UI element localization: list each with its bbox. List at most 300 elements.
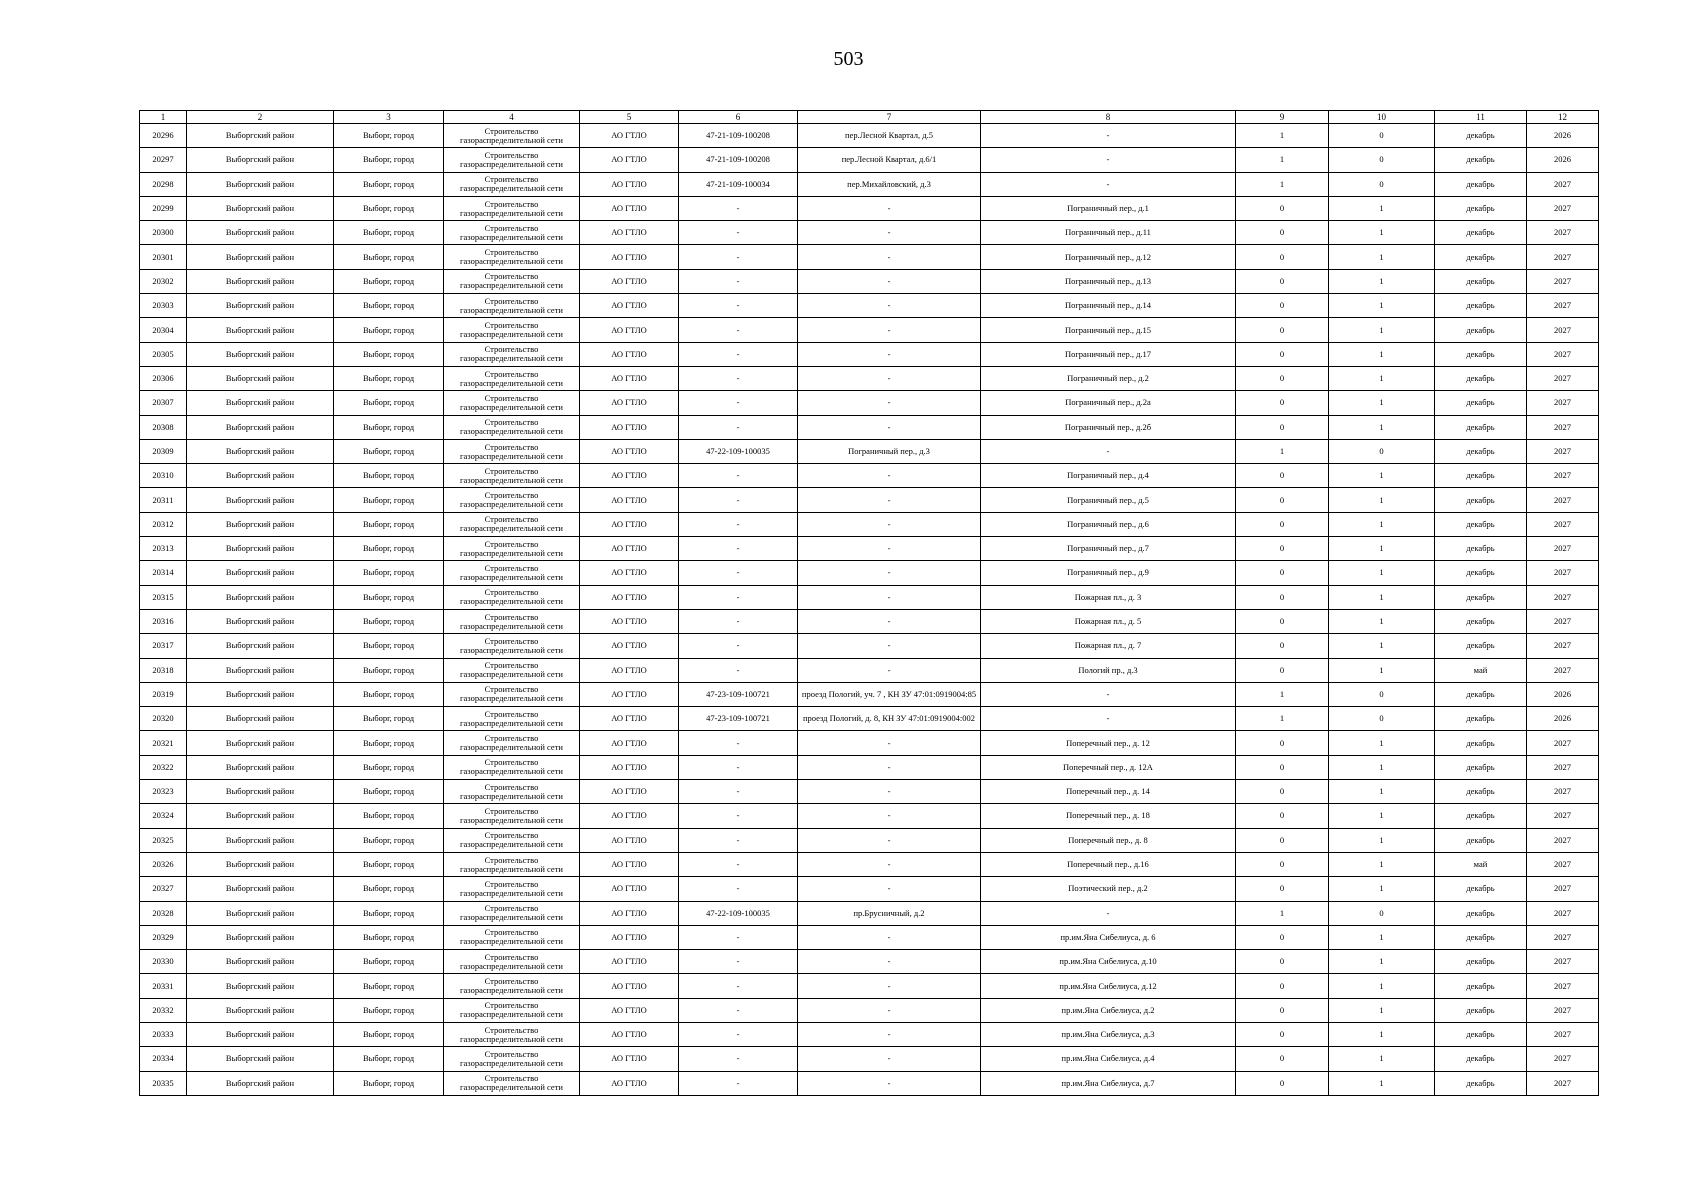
cell-count-b: 1 [1329,196,1435,220]
cell-month: декабрь [1435,585,1527,609]
cell-district: Выборгский район [187,221,334,245]
cell-count-a: 1 [1236,172,1329,196]
cell-address-existing: - [798,464,981,488]
cell-month: декабрь [1435,609,1527,633]
registry-table [139,110,1599,1096]
cell-program-code: 47-23-109-100721 [679,707,798,731]
cell-district: Выборгский район [187,488,334,512]
cell-settlement: Выборг, город [334,561,444,585]
cell-settlement: Выборг, город [334,998,444,1022]
cell-settlement: Выборг, город [334,464,444,488]
cell-work-type: Строительство газораспределительной сети [444,245,580,269]
cell-address-existing: - [798,1047,981,1071]
cell-month: декабрь [1435,391,1527,415]
cell-count-b: 1 [1329,1047,1435,1071]
cell-count-b: 1 [1329,342,1435,366]
cell-row-id: 20335 [140,1071,187,1095]
cell-count-b: 1 [1329,731,1435,755]
cell-month: декабрь [1435,780,1527,804]
cell-address-existing: - [798,221,981,245]
cell-month: декабрь [1435,755,1527,779]
cell-work-type: Строительство газораспределительной сети [444,196,580,220]
cell-count-a: 0 [1236,828,1329,852]
cell-year: 2027 [1527,634,1599,658]
table-row [140,780,1599,804]
cell-address-new: Пограничный пер., д.7 [981,537,1236,561]
cell-district: Выборгский район [187,585,334,609]
cell-settlement: Выборг, город [334,269,444,293]
cell-month: декабрь [1435,974,1527,998]
cell-settlement: Выборг, город [334,439,444,463]
cell-row-id: 20328 [140,901,187,925]
cell-work-type: Строительство газораспределительной сети [444,828,580,852]
cell-address-new: Пограничный пер., д.2б [981,415,1236,439]
cell-organization: АО ГТЛО [580,294,679,318]
cell-address-new: Пограничный пер., д.15 [981,318,1236,342]
cell-count-a: 0 [1236,755,1329,779]
cell-count-b: 1 [1329,974,1435,998]
cell-address-existing: - [798,804,981,828]
cell-count-b: 1 [1329,245,1435,269]
cell-organization: АО ГТЛО [580,974,679,998]
table-row [140,294,1599,318]
cell-address-existing: - [798,658,981,682]
cell-settlement: Выборг, город [334,148,444,172]
cell-address-new: Пограничный пер., д.6 [981,512,1236,536]
cell-count-b: 1 [1329,318,1435,342]
cell-work-type: Строительство газораспределительной сети [444,488,580,512]
cell-address-new: Пологий пр., д.3 [981,658,1236,682]
table-row [140,707,1599,731]
cell-year: 2027 [1527,974,1599,998]
cell-program-code: - [679,780,798,804]
cell-month: декабрь [1435,318,1527,342]
cell-address-new: пр.им.Яна Сибелиуса, д.7 [981,1071,1236,1095]
cell-address-new: Пожарная пл., д. 7 [981,634,1236,658]
cell-year: 2027 [1527,221,1599,245]
cell-district: Выборгский район [187,124,334,148]
cell-settlement: Выборг, город [334,658,444,682]
cell-count-b: 1 [1329,804,1435,828]
cell-settlement: Выборг, город [334,391,444,415]
table-row [140,925,1599,949]
cell-count-a: 0 [1236,269,1329,293]
cell-organization: АО ГТЛО [580,950,679,974]
cell-month: декабрь [1435,561,1527,585]
cell-year: 2027 [1527,318,1599,342]
cell-settlement: Выборг, город [334,245,444,269]
cell-work-type: Строительство газораспределительной сети [444,609,580,633]
cell-work-type: Строительство газораспределительной сети [444,269,580,293]
cell-work-type: Строительство газораспределительной сети [444,512,580,536]
cell-year: 2027 [1527,755,1599,779]
cell-organization: АО ГТЛО [580,925,679,949]
cell-district: Выборгский район [187,974,334,998]
cell-work-type: Строительство газораспределительной сети [444,731,580,755]
cell-district: Выборгский район [187,196,334,220]
table-row [140,877,1599,901]
table-row [140,537,1599,561]
cell-address-new: Пограничный пер., д.1 [981,196,1236,220]
cell-work-type: Строительство газораспределительной сети [444,366,580,390]
cell-work-type: Строительство газораспределительной сети [444,877,580,901]
column-number-8: 8 [981,111,1236,124]
cell-address-new: пр.им.Яна Сибелиуса, д.2 [981,998,1236,1022]
cell-address-existing: Пограничный пер., д.3 [798,439,981,463]
cell-row-id: 20298 [140,172,187,196]
cell-row-id: 20327 [140,877,187,901]
cell-work-type: Строительство газораспределительной сети [444,755,580,779]
cell-settlement: Выборг, город [334,318,444,342]
cell-year: 2026 [1527,682,1599,706]
cell-work-type: Строительство газораспределительной сети [444,172,580,196]
cell-count-b: 1 [1329,780,1435,804]
cell-year: 2027 [1527,488,1599,512]
cell-month: декабрь [1435,512,1527,536]
cell-row-id: 20326 [140,852,187,876]
cell-work-type: Строительство газораспределительной сети [444,537,580,561]
table-row [140,1022,1599,1046]
cell-address-existing: - [798,342,981,366]
cell-address-existing: - [798,294,981,318]
table-row [140,634,1599,658]
cell-settlement: Выборг, город [334,950,444,974]
cell-count-a: 0 [1236,318,1329,342]
cell-count-a: 0 [1236,731,1329,755]
cell-organization: АО ГТЛО [580,221,679,245]
cell-count-a: 0 [1236,585,1329,609]
cell-count-b: 0 [1329,439,1435,463]
cell-work-type: Строительство газораспределительной сети [444,852,580,876]
cell-organization: АО ГТЛО [580,731,679,755]
cell-count-a: 0 [1236,221,1329,245]
cell-address-existing: - [798,1071,981,1095]
cell-month: декабрь [1435,877,1527,901]
cell-organization: АО ГТЛО [580,561,679,585]
cell-organization: АО ГТЛО [580,852,679,876]
cell-organization: АО ГТЛО [580,804,679,828]
cell-count-a: 0 [1236,780,1329,804]
cell-address-new: Поперечный пер., д. 14 [981,780,1236,804]
cell-organization: АО ГТЛО [580,172,679,196]
cell-count-a: 0 [1236,609,1329,633]
cell-month: декабрь [1435,124,1527,148]
cell-count-b: 1 [1329,512,1435,536]
cell-month: декабрь [1435,828,1527,852]
cell-count-b: 0 [1329,682,1435,706]
cell-address-new: Пограничный пер., д.17 [981,342,1236,366]
cell-count-a: 0 [1236,925,1329,949]
cell-count-b: 0 [1329,901,1435,925]
cell-count-a: 0 [1236,658,1329,682]
cell-month: декабрь [1435,925,1527,949]
column-number-row [140,111,1599,124]
cell-district: Выборгский район [187,682,334,706]
cell-row-id: 20300 [140,221,187,245]
cell-district: Выборгский район [187,852,334,876]
cell-address-existing: - [798,318,981,342]
cell-row-id: 20312 [140,512,187,536]
cell-work-type: Строительство газораспределительной сети [444,439,580,463]
cell-count-b: 1 [1329,415,1435,439]
cell-row-id: 20302 [140,269,187,293]
table-row [140,342,1599,366]
table-row [140,609,1599,633]
page-number: 503 [833,48,864,70]
cell-settlement: Выборг, город [334,804,444,828]
cell-address-new: пр.им.Яна Сибелиуса, д.3 [981,1022,1236,1046]
cell-month: декабрь [1435,950,1527,974]
table-row [140,269,1599,293]
cell-count-a: 0 [1236,537,1329,561]
cell-address-existing: - [798,415,981,439]
cell-count-a: 1 [1236,901,1329,925]
cell-month: декабрь [1435,415,1527,439]
cell-count-b: 1 [1329,1022,1435,1046]
cell-address-new: Пожарная пл., д. 5 [981,609,1236,633]
cell-organization: АО ГТЛО [580,245,679,269]
cell-district: Выборгский район [187,415,334,439]
cell-year: 2026 [1527,707,1599,731]
column-number-7: 7 [798,111,981,124]
cell-year: 2027 [1527,512,1599,536]
cell-count-b: 1 [1329,634,1435,658]
cell-month: декабрь [1435,731,1527,755]
cell-district: Выборгский район [187,512,334,536]
cell-work-type: Строительство газораспределительной сети [444,634,580,658]
cell-work-type: Строительство газораспределительной сети [444,318,580,342]
cell-count-a: 1 [1236,439,1329,463]
cell-program-code: - [679,537,798,561]
cell-count-b: 0 [1329,707,1435,731]
cell-district: Выборгский район [187,731,334,755]
cell-program-code: - [679,634,798,658]
table-row [140,318,1599,342]
cell-month: декабрь [1435,464,1527,488]
cell-program-code: - [679,609,798,633]
cell-program-code: - [679,1047,798,1071]
cell-row-id: 20314 [140,561,187,585]
cell-address-new: Поперечный пер., д. 12 [981,731,1236,755]
cell-work-type: Строительство газораспределительной сети [444,658,580,682]
cell-month: декабрь [1435,901,1527,925]
table-row [140,828,1599,852]
cell-organization: АО ГТЛО [580,196,679,220]
cell-work-type: Строительство газораспределительной сети [444,464,580,488]
cell-row-id: 20303 [140,294,187,318]
table-row [140,391,1599,415]
cell-year: 2027 [1527,269,1599,293]
cell-address-existing: пер.Лесной Квартал, д.6/1 [798,148,981,172]
cell-month: декабрь [1435,439,1527,463]
cell-work-type: Строительство газораспределительной сети [444,415,580,439]
cell-work-type: Строительство газораспределительной сети [444,342,580,366]
cell-settlement: Выборг, город [334,1022,444,1046]
cell-address-existing: - [798,269,981,293]
cell-count-a: 0 [1236,391,1329,415]
cell-work-type: Строительство газораспределительной сети [444,1022,580,1046]
cell-address-new: Пограничный пер., д.9 [981,561,1236,585]
cell-settlement: Выборг, город [334,1071,444,1095]
cell-settlement: Выборг, город [334,196,444,220]
cell-count-b: 1 [1329,609,1435,633]
cell-address-existing: - [798,950,981,974]
cell-settlement: Выборг, город [334,221,444,245]
cell-count-a: 0 [1236,512,1329,536]
cell-address-existing: - [798,585,981,609]
table-row [140,561,1599,585]
cell-program-code: - [679,318,798,342]
cell-address-existing: - [798,925,981,949]
cell-work-type: Строительство газораспределительной сети [444,901,580,925]
cell-district: Выборгский район [187,294,334,318]
cell-address-new: Пограничный пер., д.13 [981,269,1236,293]
cell-month: декабрь [1435,366,1527,390]
cell-address-existing: - [798,561,981,585]
table-row [140,124,1599,148]
cell-month: май [1435,852,1527,876]
cell-organization: АО ГТЛО [580,391,679,415]
cell-address-existing: пр.Брусничный, д.2 [798,901,981,925]
cell-year: 2027 [1527,561,1599,585]
cell-organization: АО ГТЛО [580,415,679,439]
table-row [140,1071,1599,1095]
cell-row-id: 20323 [140,780,187,804]
table-row [140,950,1599,974]
table-row [140,585,1599,609]
cell-district: Выборгский район [187,804,334,828]
cell-district: Выборгский район [187,537,334,561]
column-number-4: 4 [444,111,580,124]
cell-settlement: Выборг, город [334,294,444,318]
cell-count-a: 1 [1236,124,1329,148]
cell-year: 2027 [1527,1022,1599,1046]
cell-month: декабрь [1435,294,1527,318]
cell-district: Выборгский район [187,561,334,585]
cell-program-code: - [679,415,798,439]
cell-month: декабрь [1435,148,1527,172]
cell-district: Выборгский район [187,1022,334,1046]
cell-count-a: 0 [1236,415,1329,439]
cell-district: Выборгский район [187,464,334,488]
cell-address-existing: проезд Пологий, уч. 7 , КН ЗУ 47:01:0919004:85 [798,682,981,706]
cell-settlement: Выборг, город [334,488,444,512]
cell-settlement: Выборг, город [334,780,444,804]
column-number-9: 9 [1236,111,1329,124]
cell-program-code: - [679,561,798,585]
cell-work-type: Строительство газораспределительной сети [444,998,580,1022]
cell-address-existing: - [798,755,981,779]
table-row [140,415,1599,439]
cell-address-existing: - [798,245,981,269]
cell-program-code: - [679,755,798,779]
cell-count-b: 1 [1329,877,1435,901]
cell-district: Выборгский район [187,172,334,196]
cell-year: 2026 [1527,124,1599,148]
cell-program-code: - [679,512,798,536]
cell-district: Выборгский район [187,828,334,852]
cell-count-a: 0 [1236,561,1329,585]
cell-settlement: Выборг, город [334,585,444,609]
column-number-1: 1 [140,111,187,124]
cell-settlement: Выборг, город [334,512,444,536]
cell-work-type: Строительство газораспределительной сети [444,294,580,318]
cell-address-new: - [981,148,1236,172]
cell-program-code: 47-22-109-100035 [679,439,798,463]
cell-row-id: 20318 [140,658,187,682]
cell-year: 2027 [1527,998,1599,1022]
cell-count-b: 1 [1329,488,1435,512]
table-row [140,221,1599,245]
cell-address-existing: - [798,609,981,633]
cell-year: 2027 [1527,901,1599,925]
table-row [140,974,1599,998]
cell-address-new: - [981,707,1236,731]
cell-organization: АО ГТЛО [580,828,679,852]
cell-row-id: 20325 [140,828,187,852]
cell-settlement: Выборг, город [334,925,444,949]
cell-count-a: 1 [1236,682,1329,706]
table-row [140,488,1599,512]
cell-address-existing: - [798,998,981,1022]
cell-year: 2027 [1527,1047,1599,1071]
cell-organization: АО ГТЛО [580,512,679,536]
cell-district: Выборгский район [187,245,334,269]
cell-month: декабрь [1435,269,1527,293]
cell-count-b: 1 [1329,925,1435,949]
cell-address-new: Пограничный пер., д.5 [981,488,1236,512]
cell-district: Выборгский район [187,609,334,633]
cell-row-id: 20320 [140,707,187,731]
cell-count-a: 0 [1236,974,1329,998]
cell-address-new: Поперечный пер., д.16 [981,852,1236,876]
cell-address-existing: - [798,731,981,755]
cell-count-a: 0 [1236,342,1329,366]
cell-settlement: Выборг, город [334,877,444,901]
cell-work-type: Строительство газораспределительной сети [444,682,580,706]
cell-count-a: 0 [1236,366,1329,390]
cell-organization: АО ГТЛО [580,658,679,682]
cell-year: 2027 [1527,245,1599,269]
cell-settlement: Выборг, город [334,342,444,366]
cell-year: 2026 [1527,148,1599,172]
cell-address-existing: - [798,512,981,536]
cell-count-a: 0 [1236,1071,1329,1095]
cell-count-a: 0 [1236,245,1329,269]
cell-year: 2027 [1527,196,1599,220]
cell-program-code: - [679,877,798,901]
cell-year: 2027 [1527,464,1599,488]
cell-address-existing: - [798,852,981,876]
cell-row-id: 20310 [140,464,187,488]
cell-month: декабрь [1435,998,1527,1022]
cell-settlement: Выборг, город [334,974,444,998]
cell-address-new: пр.им.Яна Сибелиуса, д.4 [981,1047,1236,1071]
cell-month: декабрь [1435,221,1527,245]
cell-month: декабрь [1435,172,1527,196]
cell-address-existing: - [798,780,981,804]
cell-program-code: - [679,464,798,488]
column-number-6: 6 [679,111,798,124]
cell-address-existing: - [798,828,981,852]
cell-program-code: - [679,852,798,876]
cell-program-code: - [679,269,798,293]
cell-district: Выборгский район [187,780,334,804]
cell-year: 2027 [1527,804,1599,828]
cell-organization: АО ГТЛО [580,1071,679,1095]
cell-organization: АО ГТЛО [580,464,679,488]
cell-work-type: Строительство газораспределительной сети [444,707,580,731]
